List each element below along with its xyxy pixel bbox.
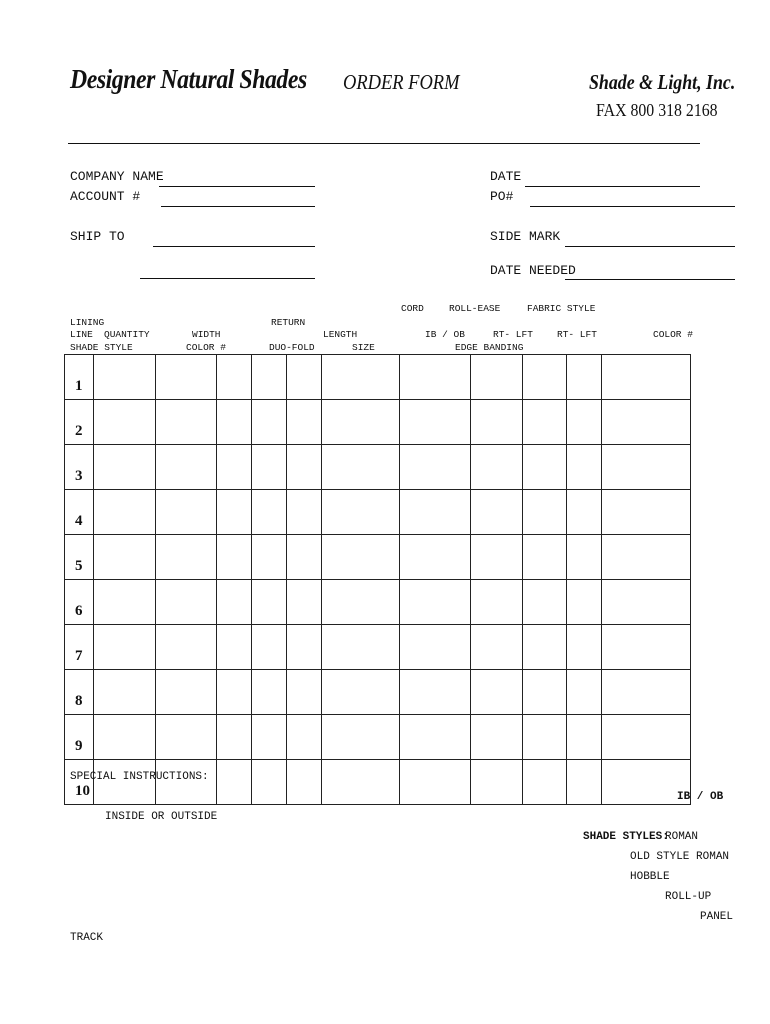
table-cell[interactable] <box>602 625 691 670</box>
table-cell[interactable] <box>400 355 471 400</box>
table-cell[interactable] <box>287 670 322 715</box>
table-cell[interactable] <box>252 355 287 400</box>
col-quantity: QUANTITY <box>104 329 150 340</box>
table-cell[interactable] <box>94 535 156 580</box>
table-cell[interactable] <box>156 580 217 625</box>
order-table <box>64 354 691 805</box>
row-number: 9 <box>65 715 94 760</box>
row-number: 1 <box>65 355 94 400</box>
col-roll-ease: ROLL-EASE <box>449 303 501 314</box>
table-cell[interactable] <box>217 670 252 715</box>
col-length: LENGTH <box>323 329 358 340</box>
table-cell[interactable] <box>94 400 156 445</box>
table-cell[interactable] <box>322 535 400 580</box>
table-cell[interactable] <box>322 400 400 445</box>
table-cell[interactable] <box>602 355 691 400</box>
table-cell[interactable] <box>287 490 322 535</box>
table-cell[interactable] <box>523 580 567 625</box>
table-cell[interactable] <box>322 355 400 400</box>
table-cell[interactable] <box>602 580 691 625</box>
table-cell[interactable] <box>567 445 602 490</box>
table-cell[interactable] <box>471 670 523 715</box>
table-cell[interactable] <box>567 580 602 625</box>
shade-styles-label: SHADE STYLES: <box>583 831 669 843</box>
col-ib-ob: IB / OB <box>425 329 465 340</box>
table-cell[interactable] <box>252 580 287 625</box>
table-cell[interactable] <box>94 490 156 535</box>
table-cell[interactable] <box>400 400 471 445</box>
po-field[interactable] <box>530 206 735 207</box>
ship-to-field[interactable] <box>153 246 315 247</box>
po-label: PO# <box>490 189 514 204</box>
col-line: LINE <box>70 329 93 340</box>
shade-style-roman: ROMAN <box>665 831 699 843</box>
shade-style-roll-up: ROLL-UP <box>665 891 712 903</box>
table-cell[interactable] <box>217 715 252 760</box>
table-row <box>65 355 691 400</box>
brand-title: Designer Natural Shades <box>70 64 307 94</box>
table-cell[interactable] <box>567 715 602 760</box>
col-lining: LINING <box>70 317 105 328</box>
account-field[interactable] <box>161 206 315 207</box>
table-cell[interactable] <box>471 490 523 535</box>
table-cell[interactable] <box>252 535 287 580</box>
table-cell[interactable] <box>471 715 523 760</box>
table-cell[interactable] <box>322 715 400 760</box>
col-color: COLOR # <box>653 329 693 340</box>
table-cell[interactable] <box>471 445 523 490</box>
col-cord: CORD <box>401 303 424 314</box>
table-cell[interactable] <box>471 625 523 670</box>
table-cell[interactable] <box>400 670 471 715</box>
col-size: SIZE <box>352 342 375 353</box>
row-number: 3 <box>65 445 94 490</box>
table-cell[interactable] <box>252 400 287 445</box>
table-cell[interactable] <box>156 400 217 445</box>
table-cell[interactable] <box>471 580 523 625</box>
col-width: WIDTH <box>192 329 221 340</box>
table-cell[interactable] <box>523 760 567 805</box>
shade-style-hobble: HOBBLE <box>630 871 670 883</box>
table-row <box>65 670 691 715</box>
date-label: DATE <box>490 169 522 184</box>
company-name-label: COMPANY NAME <box>70 169 164 184</box>
table-row <box>65 535 691 580</box>
table-cell[interactable] <box>471 760 523 805</box>
table-cell[interactable] <box>523 535 567 580</box>
special-instructions-label: SPECIAL INSTRUCTIONS: <box>70 771 209 783</box>
table-cell[interactable] <box>252 625 287 670</box>
table-cell[interactable] <box>567 625 602 670</box>
side-mark-field[interactable] <box>565 246 735 247</box>
row-number: 7 <box>65 625 94 670</box>
table-cell[interactable] <box>602 490 691 535</box>
table-cell[interactable] <box>217 625 252 670</box>
table-cell[interactable] <box>523 355 567 400</box>
col-rt-lft-2: RT- LFT <box>557 329 597 340</box>
table-cell[interactable] <box>156 715 217 760</box>
table-cell[interactable] <box>287 625 322 670</box>
table-cell[interactable] <box>567 490 602 535</box>
row-number: 6 <box>65 580 94 625</box>
table-cell[interactable] <box>322 445 400 490</box>
ib-ob-legend: IB / OB <box>677 791 724 803</box>
table-row <box>65 445 691 490</box>
col-edge-banding: EDGE BANDING <box>455 342 524 353</box>
table-cell[interactable] <box>400 580 471 625</box>
shade-style-panel: PANEL <box>700 911 734 923</box>
row-number: 10 <box>65 760 94 805</box>
table-cell[interactable] <box>287 535 322 580</box>
table-cell[interactable] <box>217 580 252 625</box>
table-cell[interactable] <box>217 490 252 535</box>
table-cell[interactable] <box>156 490 217 535</box>
ship-to-label: SHIP TO <box>70 229 125 244</box>
table-cell[interactable] <box>322 670 400 715</box>
table-cell[interactable] <box>94 580 156 625</box>
table-cell[interactable] <box>400 535 471 580</box>
date-field[interactable] <box>525 186 700 187</box>
table-cell[interactable] <box>567 760 602 805</box>
table-cell[interactable] <box>602 535 691 580</box>
table-cell[interactable] <box>523 400 567 445</box>
table-cell[interactable] <box>471 400 523 445</box>
table-cell[interactable] <box>287 715 322 760</box>
table-cell[interactable] <box>322 490 400 535</box>
table-cell[interactable] <box>252 715 287 760</box>
company-name-heading: Shade & Light, Inc. <box>589 70 736 94</box>
table-cell[interactable] <box>252 490 287 535</box>
table-cell[interactable] <box>156 355 217 400</box>
table-cell[interactable] <box>602 445 691 490</box>
table-cell[interactable] <box>252 760 287 805</box>
table-cell[interactable] <box>156 670 217 715</box>
row-number: 8 <box>65 670 94 715</box>
table-cell[interactable] <box>94 625 156 670</box>
table-cell[interactable] <box>287 760 322 805</box>
account-label: ACCOUNT # <box>70 189 141 204</box>
col-shade-style: SHADE STYLE <box>70 342 133 353</box>
track-label: TRACK <box>70 932 104 944</box>
table-cell[interactable] <box>287 400 322 445</box>
date-needed-label: DATE NEEDED <box>490 263 576 278</box>
table-cell[interactable] <box>322 580 400 625</box>
table-cell[interactable] <box>156 445 217 490</box>
table-cell[interactable] <box>94 445 156 490</box>
date-needed-field[interactable] <box>565 279 735 280</box>
fax-number: FAX 800 318 2168 <box>596 100 718 120</box>
col-duo-fold: DUO-FOLD <box>269 342 315 353</box>
shade-style-old-roman: OLD STYLE ROMAN <box>630 851 730 863</box>
side-mark-label: SIDE MARK <box>490 229 561 244</box>
table-cell[interactable] <box>400 625 471 670</box>
table-cell[interactable] <box>287 580 322 625</box>
table-cell[interactable] <box>523 445 567 490</box>
table-row <box>65 490 691 535</box>
table-row <box>65 625 691 670</box>
row-number: 4 <box>65 490 94 535</box>
table-cell[interactable] <box>94 715 156 760</box>
table-cell[interactable] <box>94 670 156 715</box>
inside-outside-legend: INSIDE OR OUTSIDE <box>105 811 218 823</box>
col-fabric-style: FABRIC STYLE <box>527 303 596 314</box>
col-return: RETURN <box>271 317 306 328</box>
table-cell[interactable] <box>602 400 691 445</box>
table-cell[interactable] <box>400 715 471 760</box>
table-cell[interactable] <box>287 445 322 490</box>
ship-to-field-line-2[interactable] <box>140 278 315 279</box>
table-row <box>65 400 691 445</box>
table-cell[interactable] <box>94 355 156 400</box>
table-cell[interactable] <box>567 400 602 445</box>
table-cell[interactable] <box>400 445 471 490</box>
table-cell[interactable] <box>523 625 567 670</box>
row-number: 2 <box>65 400 94 445</box>
table-cell[interactable] <box>567 670 602 715</box>
table-cell[interactable] <box>400 490 471 535</box>
company-name-field[interactable] <box>159 186 315 187</box>
table-cell[interactable] <box>471 355 523 400</box>
table-cell[interactable] <box>322 625 400 670</box>
table-cell[interactable] <box>523 670 567 715</box>
row-number: 5 <box>65 535 94 580</box>
table-cell[interactable] <box>217 760 252 805</box>
table-cell[interactable] <box>602 715 691 760</box>
table-cell[interactable] <box>156 625 217 670</box>
table-cell[interactable] <box>287 355 322 400</box>
table-row <box>65 715 691 760</box>
header-divider <box>68 143 700 144</box>
table-cell[interactable] <box>217 535 252 580</box>
table-cell[interactable] <box>217 445 252 490</box>
table-cell[interactable] <box>252 445 287 490</box>
form-title: ORDER FORM <box>343 70 460 94</box>
table-cell[interactable] <box>400 760 471 805</box>
table-cell[interactable] <box>217 400 252 445</box>
col-rt-lft-1: RT- LFT <box>493 329 533 340</box>
table-cell[interactable] <box>471 535 523 580</box>
table-row <box>65 580 691 625</box>
table-cell[interactable] <box>217 355 252 400</box>
table-cell[interactable] <box>252 670 287 715</box>
table-cell[interactable] <box>523 715 567 760</box>
table-cell[interactable] <box>602 670 691 715</box>
table-cell[interactable] <box>567 535 602 580</box>
table-cell[interactable] <box>523 490 567 535</box>
table-cell[interactable] <box>322 760 400 805</box>
col-color-2: COLOR # <box>186 342 226 353</box>
table-cell[interactable] <box>567 355 602 400</box>
table-cell[interactable] <box>156 535 217 580</box>
